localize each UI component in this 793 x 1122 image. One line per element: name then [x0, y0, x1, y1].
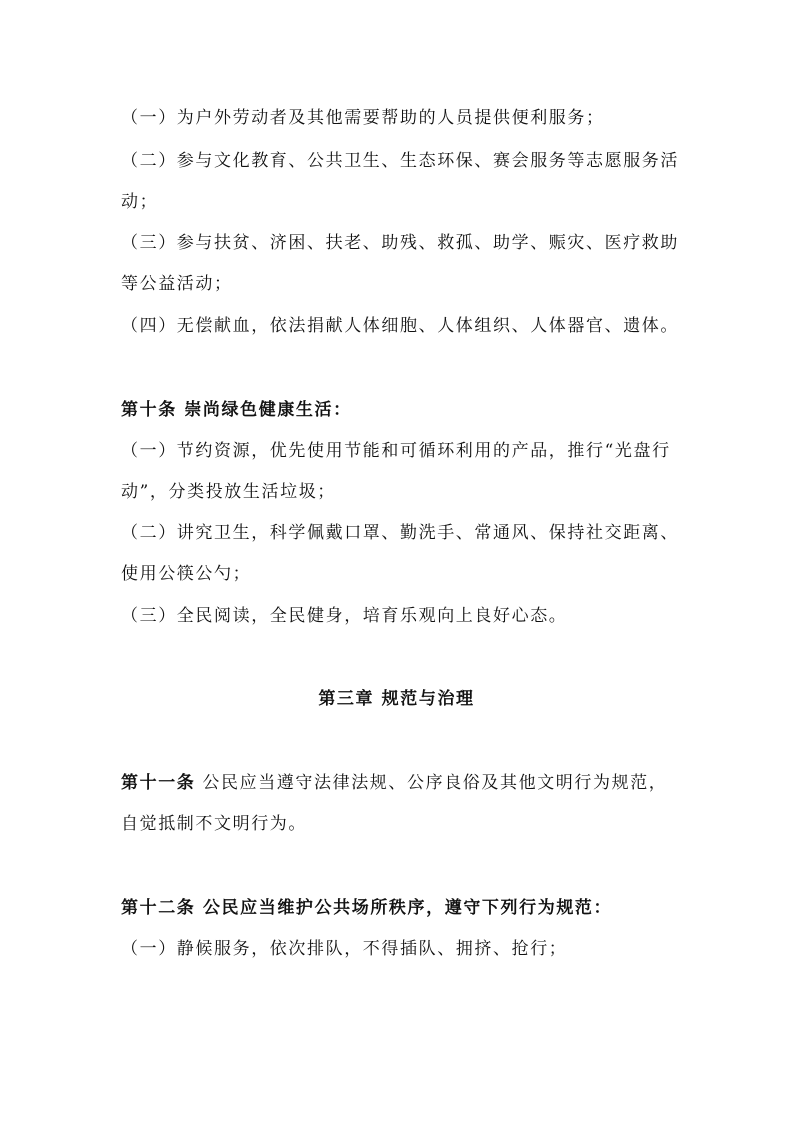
- article12-title: 第十二条 公民应当维护公共场所秩序，遵守下列行为规范：: [121, 898, 613, 918]
- article10-item-2-line2: 使用公筷公勺；: [121, 564, 252, 584]
- article10-item-1-line1: （一）节约资源，优先使用节能和可循环利用的产品，推行“光盘行: [121, 441, 671, 461]
- article9-item-1: （一）为户外劳动者及其他需要帮助的人员提供便利服务；: [121, 108, 605, 128]
- article9-item-4: （四）无偿献血，依法捐献人体细胞、人体组织、人体器官、遗体。: [121, 316, 679, 336]
- article10-item-1-line2: 动”，分类投放生活垃圾；: [121, 482, 336, 502]
- article11-line1: [121, 771, 681, 795]
- article9-item-2-line1: （二）参与文化教育、公共卫生、生态环保、赛会服务等志愿服务活: [121, 151, 679, 171]
- article10-item-2-line1: （二）讲究卫生，科学佩戴口罩、勤洗手、常通风、保持社交距离、: [121, 523, 679, 543]
- article10-item-3: （三）全民阅读，全民健身，培育乐观向上良好心态。: [121, 606, 568, 626]
- article9-item-2-line2: 动；: [121, 192, 159, 212]
- article11-label: 第十一条: [121, 773, 196, 793]
- article9-item-3-line2: 等公益活动；: [121, 274, 233, 294]
- article11-text-line1: 公民应当遵守法律法规、公序良俗及其他文明行为规范，: [195, 773, 668, 793]
- article11-line2: 自觉抵制不文明行为。: [121, 814, 307, 834]
- chapter3-title: 第三章 规范与治理: [318, 689, 475, 709]
- article10-title: 第十条 崇尚绿色健康生活：: [121, 400, 352, 420]
- article9-item-3-line1: （三）参与扶贫、济困、扶老、助残、救孤、助学、赈灾、医疗救助: [121, 233, 679, 253]
- article12-item-1: （一）静候服务，依次排队，不得插队、拥挤、抢行；: [121, 939, 568, 959]
